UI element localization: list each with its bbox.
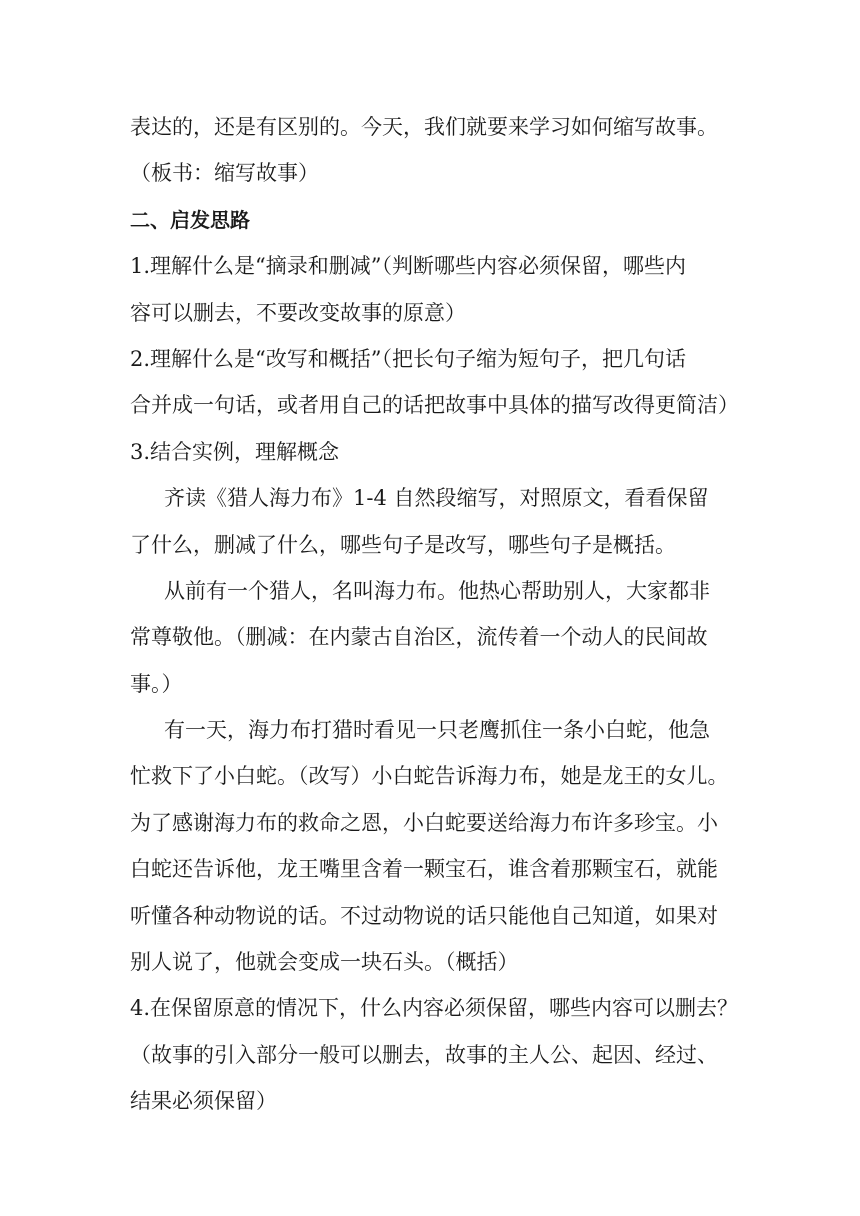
document-body: [130, 104, 740, 1125]
body-line: 结果必须保留）: [130, 1089, 277, 1114]
body-line: （板书：缩写故事）: [130, 161, 319, 186]
body-line: 听懂各种动物说的话。不过动物说的话只能他自己知道，如果对: [130, 903, 718, 928]
section-heading: 二、启发思路: [130, 207, 250, 232]
paragraph-start: 从前有一个猎人，名叫海力布。他热心帮助别人，大家都非: [164, 578, 710, 603]
paragraph-start: 有一天，海力布打猎时看见一只老鹰抓住一条小白蛇，他急: [164, 718, 710, 743]
body-line: 了什么，删减了什么，哪些句子是改写，哪些句子是概括。: [130, 532, 676, 557]
list-item-1: 1.理解什么是“摘录和删减”（判断哪些内容必须保留，哪些内: [130, 254, 687, 279]
list-item-3: 3.结合实例，理解概念: [130, 439, 340, 464]
body-line: 别人说了，他就会变成一块石头。（概括）: [130, 950, 519, 975]
body-line: 忙救下了小白蛇。（改写）小白蛇告诉海力布，她是龙王的女儿。: [130, 764, 729, 789]
body-line: 白蛇还告诉他，龙王嘴里含着一颗宝石，谁含着那颗宝石，就能: [130, 857, 718, 882]
body-line: （故事的引入部分一般可以删去，故事的主人公、起因、经过、: [130, 1042, 718, 1067]
body-line: 容可以删去，不要改变故事的原意）: [130, 300, 466, 325]
body-line: 事。）: [130, 671, 183, 696]
body-line: 合并成一句话，或者用自己的话把故事中具体的描写改得更简洁）: [130, 393, 739, 418]
body-line: 为了感谢海力布的救命之恩，小白蛇要送给海力布许多珍宝。小: [130, 810, 718, 835]
list-item-4: 4.在保留原意的情况下，什么内容必须保留，哪些内容可以删去？: [130, 996, 739, 1021]
body-line: 表达的，还是有区别的。今天，我们就要来学习如何缩写故事。: [130, 115, 718, 139]
paragraph-start: 齐读《猎人海力布》1-4 自然段缩写，对照原文，看看保留: [164, 486, 709, 511]
body-line: 常尊敬他。（删减：在内蒙古自治区，流传着一个动人的民间故: [130, 625, 708, 650]
list-item-2: 2.理解什么是“改写和概括”（把长句子缩为短句子，把几句话: [130, 346, 687, 371]
